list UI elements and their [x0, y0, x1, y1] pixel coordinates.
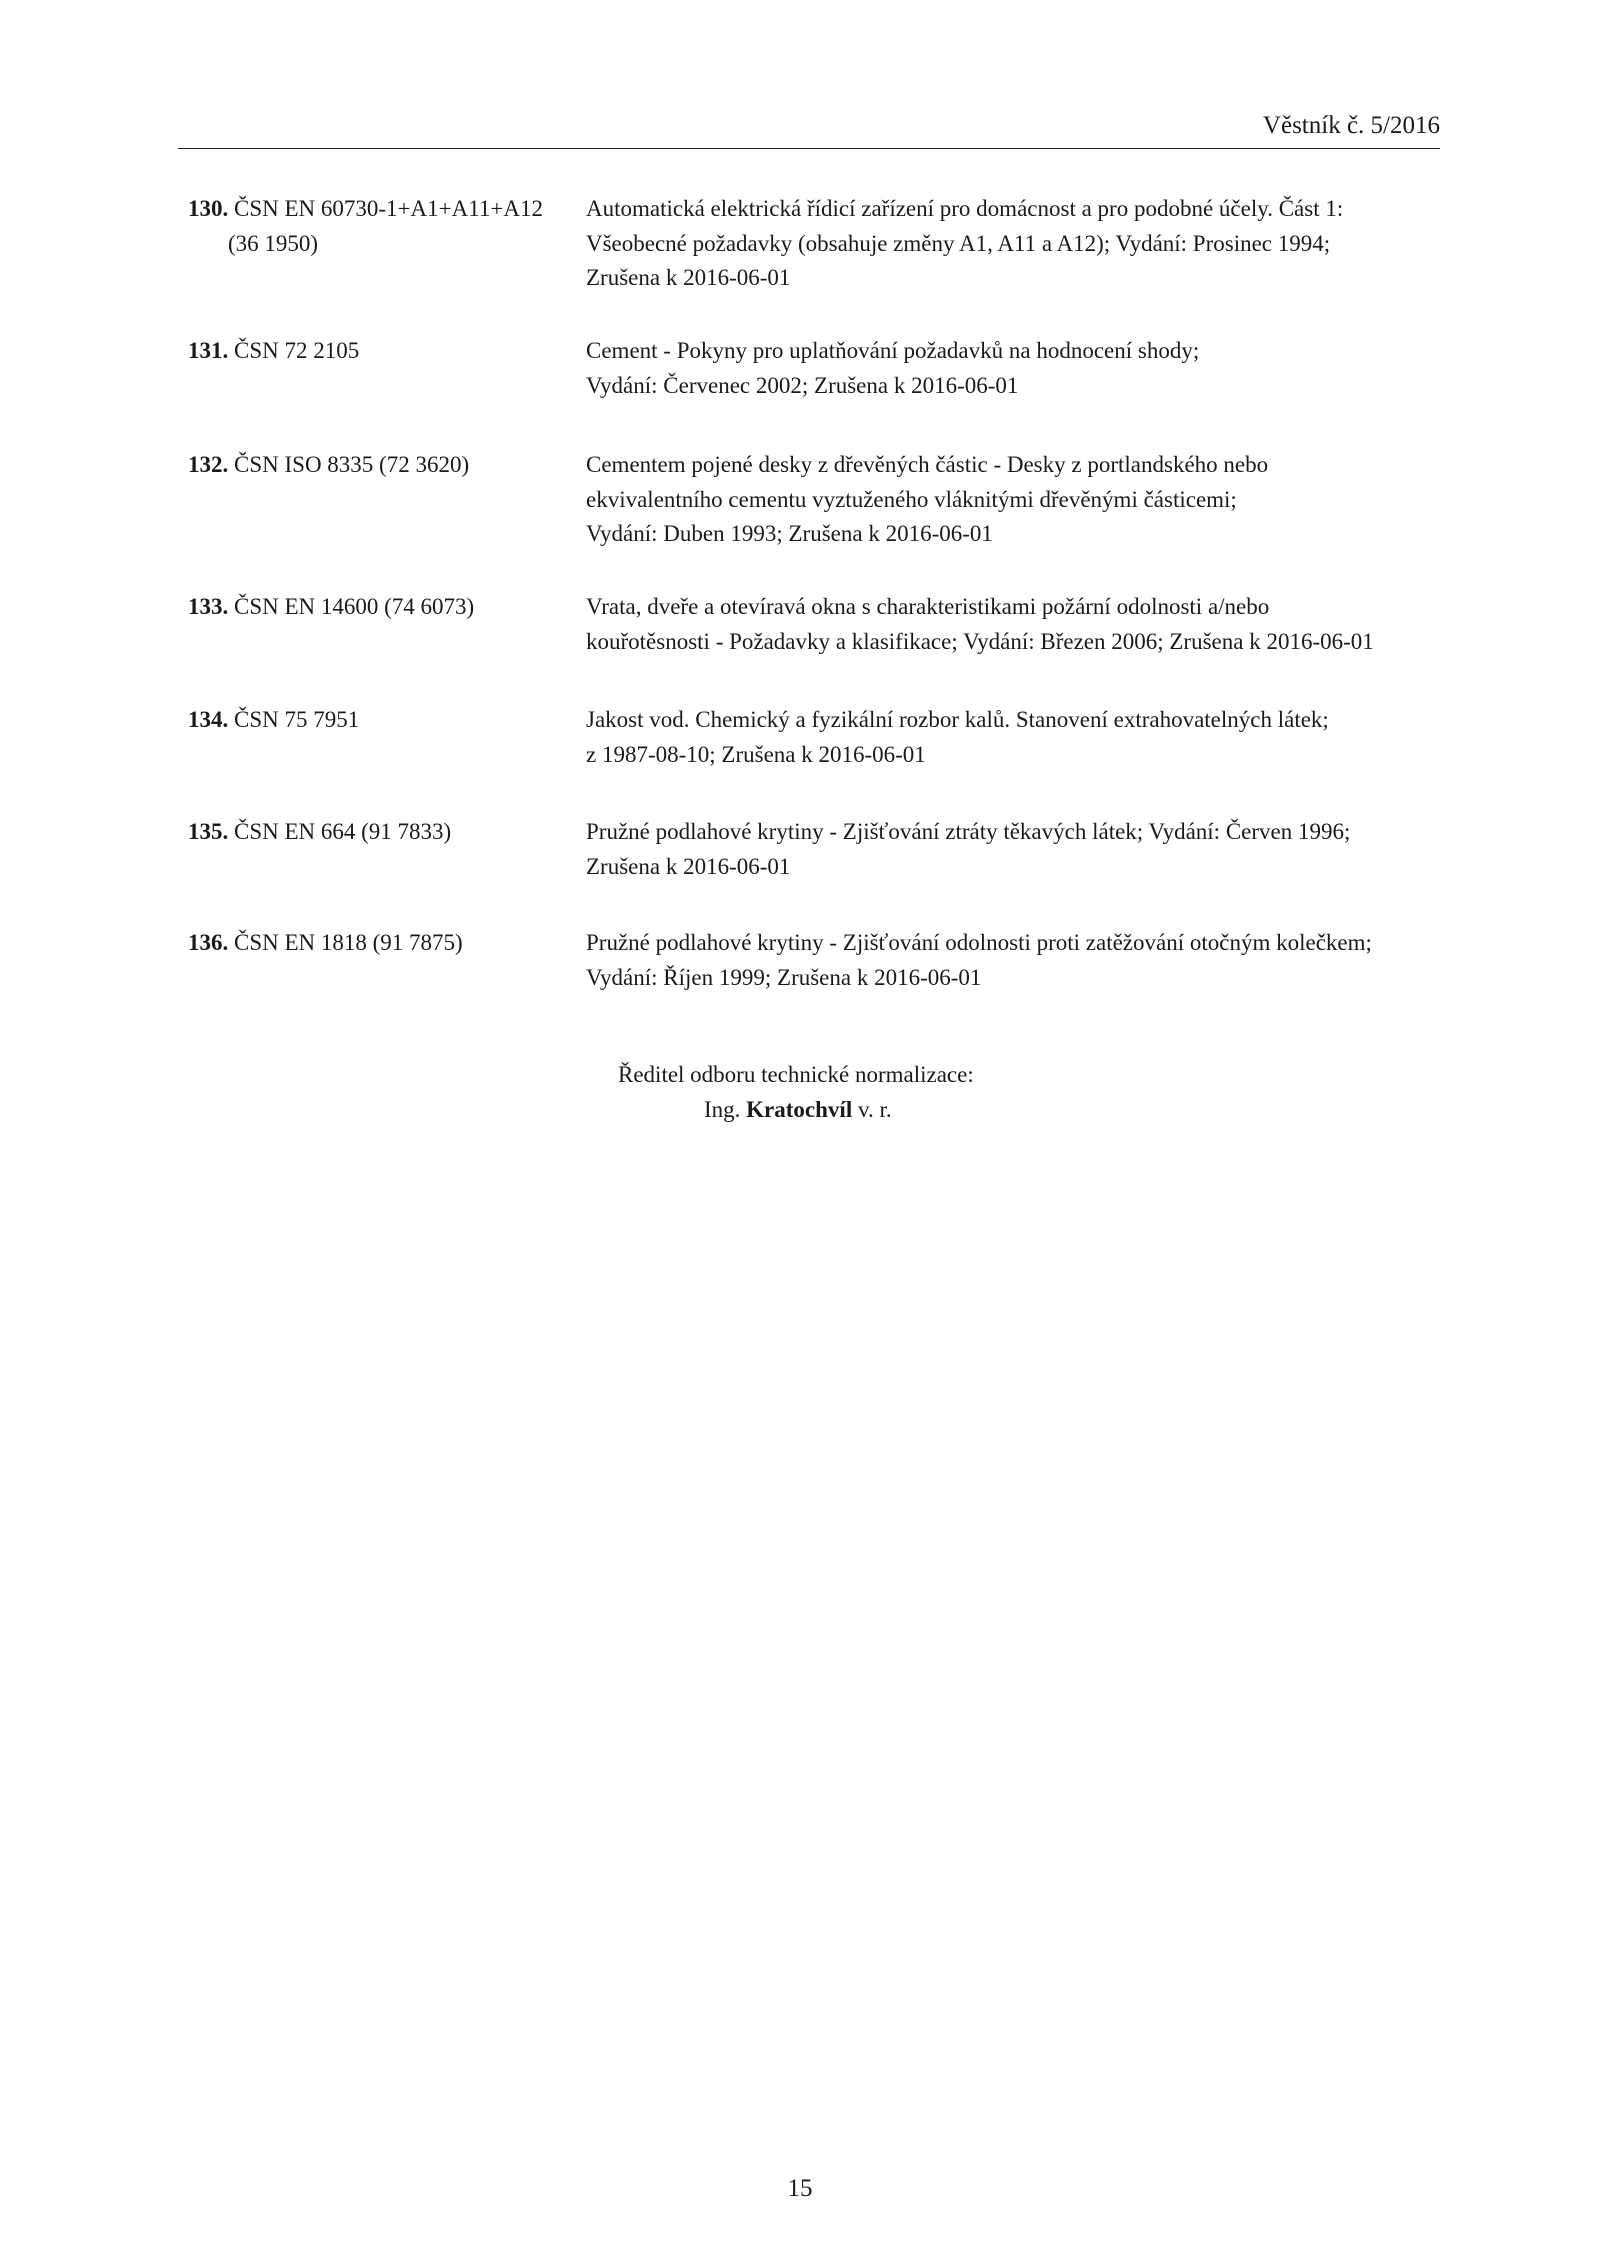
standard-code: ČSN EN 60730-1+A1+A11+A12: [234, 196, 543, 221]
description-line: Zrušena k 2016-06-01: [586, 265, 791, 290]
standard-code: ČSN EN 14600 (74 6073): [234, 594, 475, 619]
page-header: [178, 112, 1440, 149]
description-line: Všeobecné požadavky (obsahuje změny A1, A11 a A12); Vydání: Prosinec 1994;: [586, 230, 1331, 256]
standard-reference: [188, 448, 578, 483]
item-number: 134.: [188, 707, 229, 732]
description-line: z 1987-08-10; Zrušena k 2016-06-01: [586, 741, 926, 767]
description-line: Cement - Pokyny pro uplatňování požadavků na hodnocení shody;: [586, 338, 1200, 363]
signature-name-line: [618, 1093, 974, 1128]
item-number: 131.: [188, 338, 229, 363]
description-line: Zrušena k 2016-06-01: [586, 853, 791, 879]
description-line: Vydání: Červenec 2002; Zrušena k 2016-06-01: [586, 372, 1019, 398]
signature-suffix: v. r.: [857, 1096, 892, 1122]
description-line: Pružné podlahové krytiny - Zjišťování ztráty těkavých látek; Vydání: Červen 1996;: [586, 819, 1351, 844]
item-number: 135.: [188, 819, 229, 844]
standard-reference: [188, 815, 578, 850]
description-line: Pružné podlahové krytiny - Zjišťování odolnosti proti zatěžování otočným kolečkem;: [586, 930, 1372, 955]
standard-code: ČSN EN 664 (91 7833): [234, 819, 452, 844]
standard-description: [586, 448, 1456, 552]
item-number: 132.: [188, 452, 229, 477]
standard-reference: [188, 926, 578, 961]
standard-description: [586, 926, 1456, 995]
standard-description: [586, 334, 1456, 403]
description-line: Cementem pojené desky z dřevěných částic - Desky z portlandského nebo: [586, 452, 1269, 477]
description-line: kouřotěsnosti - Požadavky a klasifikace; Vydání: Březen 2006; Zrušena k 2016-06-01: [586, 628, 1374, 654]
signature-block: [618, 1058, 974, 1127]
signature-name: Kratochvíl: [746, 1096, 853, 1122]
item-number: 130.: [188, 196, 229, 221]
standard-description: [586, 590, 1456, 659]
standard-reference: [188, 590, 578, 625]
standard-reference: [188, 703, 578, 738]
description-line: Vrata, dveře a otevíravá okna s charakteristikami požární odolnosti a/nebo: [586, 594, 1270, 619]
standard-description: [586, 192, 1456, 296]
item-number: 133.: [188, 594, 229, 619]
standard-reference: [188, 192, 578, 261]
journal-issue: Věstník č. 5/2016: [1262, 112, 1440, 139]
standard-code: ČSN 75 7951: [234, 707, 360, 732]
standard-code: ČSN ISO 8335 (72 3620): [234, 452, 470, 477]
standard-description: [586, 815, 1456, 884]
signature-title: Ředitel odboru technické normalizace:: [618, 1062, 974, 1087]
description-line: Vydání: Říjen 1999; Zrušena k 2016-06-01: [586, 964, 982, 990]
description-line: Vydání: Duben 1993; Zrušena k 2016-06-01: [586, 521, 993, 546]
description-line: Automatická elektrická řídicí zařízení pro domácnost a pro podobné účely. Část 1:: [586, 196, 1344, 221]
signature-prefix: Ing.: [704, 1096, 741, 1122]
description-line: ekvivalentního cementu vyztuženého vláknitými dřevěnými částicemi;: [586, 486, 1237, 512]
standard-code: ČSN 72 2105: [234, 338, 360, 363]
standard-description: [586, 703, 1456, 772]
standard-class: (36 1950): [228, 230, 319, 256]
standard-code: ČSN EN 1818 (91 7875): [234, 930, 463, 955]
description-line: Jakost vod. Chemický a fyzikální rozbor kalů. Stanovení extrahovatelných látek;: [586, 707, 1329, 732]
page-number: 15: [787, 2175, 813, 2202]
item-number: 136.: [188, 930, 229, 955]
standard-reference: [188, 334, 578, 369]
